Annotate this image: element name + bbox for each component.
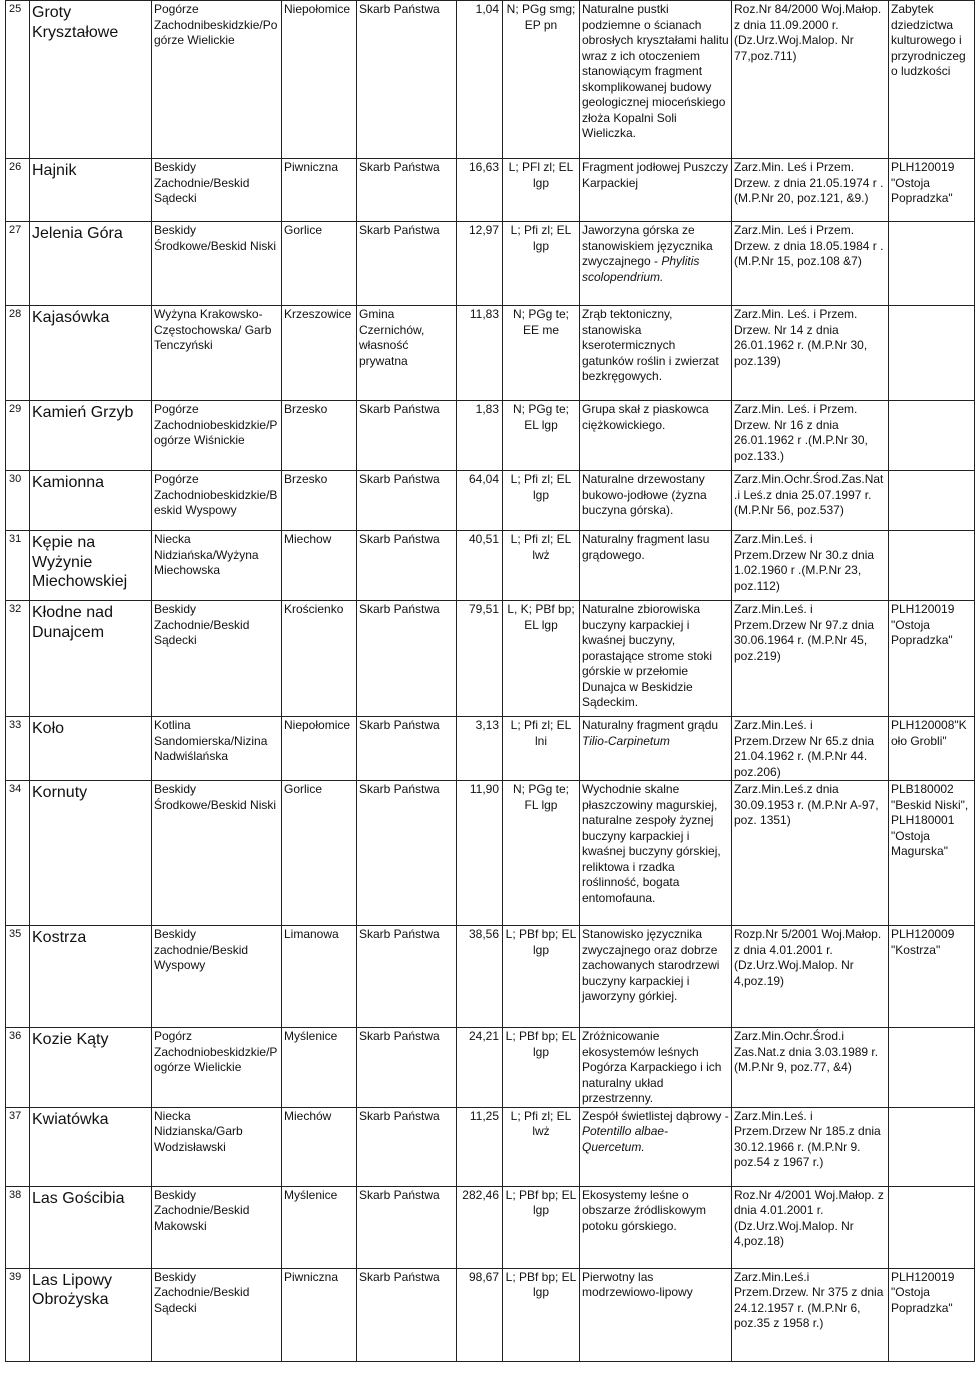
description-text: Jaworzyna górska ze stanowiskiem języcznika zwyczajnego - xyxy=(582,223,713,268)
legal-act-cell: Zarz.Min.Leś. i Przem.Drzew Nr 97.z dnia 30.06.1964 r. (M.P.Nr 45, poz.219) xyxy=(732,601,889,717)
owner-cell: Skarb Państwa xyxy=(357,1107,457,1186)
reserve-type-cell: L; Pfi zl; EL lgp xyxy=(503,471,580,531)
legal-act-cell: Zarz.Min.Leś.z dnia 30.09.1953 r. (M.P.Nr A-97, poz. 1351) xyxy=(732,781,889,926)
table-row xyxy=(6,401,975,471)
description-text: Zróżnicowanie ekosystemów leśnych Pogórza Karpackiego i ich naturalny układ przestrzenny. xyxy=(582,1029,722,1105)
reserve-name: Kamionna xyxy=(30,471,152,531)
legal-act-cell: Rozp.Nr 5/2001 Woj.Małop. z dnia 4.01.2001 r. (Dz.Urz.Woj.Malop. Nr 4,poz.19) xyxy=(732,926,889,1028)
reserve-type-cell: L; PFl zl; EL lgp xyxy=(503,159,580,222)
natura-cell: PLH120019 "Ostoja Popradzka" xyxy=(889,601,975,717)
row-number: 28 xyxy=(6,306,30,401)
reserve-name: Kozie Kąty xyxy=(30,1028,152,1108)
reserve-name: Koło xyxy=(30,717,152,781)
row-number: 38 xyxy=(6,1186,30,1268)
area-cell: 3,13 xyxy=(457,717,503,781)
owner-cell: Skarb Państwa xyxy=(357,717,457,781)
description-cell xyxy=(580,1,732,159)
description-cell xyxy=(580,1028,732,1108)
commune-cell: Piwniczna xyxy=(282,159,357,222)
region-cell: Niecka Nidzianska/Garb Wodzisławski xyxy=(152,1107,282,1186)
owner-cell: Skarb Państwa xyxy=(357,926,457,1028)
reserve-name: Las Lipowy Obrożyska xyxy=(30,1268,152,1361)
area-cell: 24,21 xyxy=(457,1028,503,1108)
legal-act-cell: Roz.Nr 4/2001 Woj.Małop. z dnia 4.01.2001 r. (Dz.Urz.Woj.Malop. Nr 4,poz.18) xyxy=(732,1186,889,1268)
natura-cell xyxy=(889,222,975,306)
description-text: Naturalne zbiorowiska buczyny karpackiej i kwaśnej buczyny, porastające strome stoki górskie w przełomie Dunajca w Beskidzie Sądeckim. xyxy=(582,602,713,709)
region-cell: Beskidy Środkowe/Beskid Niski xyxy=(152,781,282,926)
region-cell: Beskidy Zachodnie/Beskid Sądecki xyxy=(152,159,282,222)
natura-cell: PLH120019 "Ostoja Popradzka" xyxy=(889,159,975,222)
description-cell xyxy=(580,531,732,601)
reserve-type-cell: L; Pfi zl; EL lni xyxy=(503,717,580,781)
table-row xyxy=(6,1,975,159)
reserve-type-cell: L; PBf bp; EL lgp xyxy=(503,1028,580,1108)
commune-cell: Niepołomice xyxy=(282,1,357,159)
species-latin-name: Phylitis scolopendrium. xyxy=(582,254,700,284)
description-cell xyxy=(580,1268,732,1361)
description-cell xyxy=(580,401,732,471)
description-cell xyxy=(580,601,732,717)
area-cell: 11,83 xyxy=(457,306,503,401)
reserve-type-cell: L; Pfi zl; EL lgp xyxy=(503,222,580,306)
natura-cell xyxy=(889,1028,975,1108)
area-cell: 282,46 xyxy=(457,1186,503,1268)
natura-cell xyxy=(889,1186,975,1268)
commune-cell: Gorlice xyxy=(282,781,357,926)
area-cell: 11,25 xyxy=(457,1107,503,1186)
description-cell xyxy=(580,717,732,781)
reserve-name: Jelenia Góra xyxy=(30,222,152,306)
owner-cell: Skarb Państwa xyxy=(357,1028,457,1108)
area-cell: 40,51 xyxy=(457,531,503,601)
row-number: 31 xyxy=(6,531,30,601)
region-cell: Pogórze Zachodniobeskidzkie/Pogórze Wiśnickie xyxy=(152,401,282,471)
reserve-type-cell: L; PBf bp; EL lgp xyxy=(503,926,580,1028)
owner-cell: Skarb Państwa xyxy=(357,222,457,306)
commune-cell: Brzesko xyxy=(282,401,357,471)
region-cell: Beskidy Zachodnie/Beskid Sądecki xyxy=(152,1268,282,1361)
reserve-name: Kostrza xyxy=(30,926,152,1028)
natura-cell: PLB180002 "Beskid Niski", PLH180001 "Ostoja Magurska" xyxy=(889,781,975,926)
description-cell xyxy=(580,1107,732,1186)
row-number: 39 xyxy=(6,1268,30,1361)
commune-cell: Miechów xyxy=(282,1107,357,1186)
owner-cell: Skarb Państwa xyxy=(357,1,457,159)
reserve-type-cell: N; PGg te; EE me xyxy=(503,306,580,401)
owner-cell: Skarb Państwa xyxy=(357,401,457,471)
commune-cell: Krościenko xyxy=(282,601,357,717)
table-row xyxy=(6,1268,975,1361)
reserve-name: Kępie na Wyżynie Miechowskiej xyxy=(30,531,152,601)
natura-cell xyxy=(889,306,975,401)
area-cell: 64,04 xyxy=(457,471,503,531)
reserve-name: Hajnik xyxy=(30,159,152,222)
reserve-type-cell: L; Pfi zl; EL lwż xyxy=(503,1107,580,1186)
commune-cell: Gorlice xyxy=(282,222,357,306)
legal-act-cell: Zarz.Min. Leś i Przem. Drzew. z dnia 18.05.1984 r .(M.P.Nr 15, poz.108 &7) xyxy=(732,222,889,306)
table-row xyxy=(6,531,975,601)
legal-act-cell: Zarz.Min. Leś. i Przem. Drzew. Nr 14 z dnia 26.01.1962 r. (M.P.Nr 30, poz.139) xyxy=(732,306,889,401)
description-text: Ekosystemy leśne o obszarze źródliskowym potoku górskiego. xyxy=(582,1187,707,1233)
description-text: Zrąb tektoniczny, stanowiska kserotermicznych gatunków roślin i zwierzat bezkręgowych. xyxy=(582,307,719,383)
description-cell xyxy=(580,306,732,401)
natura-cell xyxy=(889,1107,975,1186)
reserve-type-cell: N; PGg te; FL lgp xyxy=(503,781,580,926)
natura-cell xyxy=(889,401,975,471)
region-cell: Pogórze Zachodnibeskidzkie/Pogórze Wielickie xyxy=(152,1,282,159)
region-cell: Beskidy Zachodnie/Beskid Makowski xyxy=(152,1186,282,1268)
reserve-type-cell: L; Pfi zl; EL lwż xyxy=(503,531,580,601)
commune-cell: Limanowa xyxy=(282,926,357,1028)
region-cell: Kotlina Sandomierska/Nizina Nadwiślańska xyxy=(152,717,282,781)
area-cell: 12,97 xyxy=(457,222,503,306)
table-row xyxy=(6,222,975,306)
row-number: 26 xyxy=(6,159,30,222)
legal-act-cell: Zarz.Min.Ochr.Środ.Zas.Nat.i Leś.z dnia 25.07.1997 r. (M.P.Nr 56, poz.537) xyxy=(732,471,889,531)
table-row xyxy=(6,159,975,222)
owner-cell: Skarb Państwa xyxy=(357,781,457,926)
description-text: Naturalne pustki podziemne o ścianach obrosłych kryształami halitu wraz z ich otoczeniem stanowiącym fragment skomplikowanej budowy geologicznej mioceńskiego złoża Kopalni Soli Wieliczka. xyxy=(582,2,729,140)
description-text: Wychodnie skalne płaszczowiny magurskiej, naturalne zespoły żyznej buczyny karpackiej i kwaśnej buczyny górskiej, reliktowa i rzadka roślinność, bogata entomofauna. xyxy=(582,782,721,905)
reserve-type-cell: N; PGg te; EL lgp xyxy=(503,401,580,471)
region-cell: Wyżyna Krakowsko-Częstochowska/ Garb Tenczyński xyxy=(152,306,282,401)
table-row xyxy=(6,781,975,926)
description-text: Stanowisko języcznika zwyczajnego oraz dobrze zachowanych starodrzewi buczyny karpackiej i jaworzyny górkiej. xyxy=(582,927,720,1003)
reserve-type-cell: L; PBf bp; EL lgp xyxy=(503,1186,580,1268)
area-cell: 98,67 xyxy=(457,1268,503,1361)
owner-cell: Skarb Państwa xyxy=(357,1268,457,1361)
row-number: 30 xyxy=(6,471,30,531)
table-row xyxy=(6,601,975,717)
description-text: Fragment jodłowej Puszczy Karpackiej xyxy=(582,160,729,190)
legal-act-cell: Zarz.Min.Leś.i Przem.Drzew. Nr 375 z dnia 24.12.1957 r. (M.P.Nr 6, poz.35 z 1958 r.) xyxy=(732,1268,889,1361)
description-text: Naturalne drzewostany bukowo-jodłowe (żyzna buczyna górska). xyxy=(582,472,707,517)
owner-cell: Skarb Państwa xyxy=(357,159,457,222)
row-number: 29 xyxy=(6,401,30,471)
description-cell xyxy=(580,159,732,222)
description-text: Pierwotny las modrzewiowo-lipowy xyxy=(582,1269,693,1299)
species-latin-name: Tilio-Carpinetum xyxy=(582,733,670,748)
table-row xyxy=(6,471,975,531)
row-number: 34 xyxy=(6,781,30,926)
legal-act-cell: Zarz.Min.Ochr.Środ.i Zas.Nat.z dnia 3.03.1989 r. (M.P.Nr 9, poz.77, &4) xyxy=(732,1028,889,1108)
owner-cell: Skarb Państwa xyxy=(357,471,457,531)
table-row xyxy=(6,717,975,781)
area-cell: 11,90 xyxy=(457,781,503,926)
natura-cell: PLH120008"Koło Grobli" xyxy=(889,717,975,781)
description-text: Zespół świetlistej dąbrowy - xyxy=(582,1108,729,1123)
description-text: Naturalny fragment lasu grądowego. xyxy=(582,532,710,562)
legal-act-cell: Zarz.Min.Leś. i Przem.Drzew Nr 185.z dnia 30.12.1966 r. (M.P.Nr 9. poz.54 z 1967 r.) xyxy=(732,1107,889,1186)
area-cell: 1,04 xyxy=(457,1,503,159)
legal-act-cell: Zarz.Min.Leś. i Przem.Drzew Nr 65.z dnia 21.04.1962 r. (M.P.Nr 44. poz.206) xyxy=(732,717,889,781)
description-cell xyxy=(580,781,732,926)
commune-cell: Krzeszowice xyxy=(282,306,357,401)
area-cell: 79,51 xyxy=(457,601,503,717)
description-text: Grupa skał z piaskowca ciężkowickiego. xyxy=(582,402,709,432)
description-cell xyxy=(580,926,732,1028)
region-cell: Pogórze Zachodniobeskidzkie/Beskid Wyspowy xyxy=(152,471,282,531)
description-cell xyxy=(580,1186,732,1268)
commune-cell: Niepołomice xyxy=(282,717,357,781)
area-cell: 16,63 xyxy=(457,159,503,222)
table-row xyxy=(6,1107,975,1186)
reserve-type-cell: N; PGg smg; EP pn xyxy=(503,1,580,159)
table-row xyxy=(6,926,975,1028)
row-number: 25 xyxy=(6,1,30,159)
table-row xyxy=(6,1186,975,1268)
owner-cell: Skarb Państwa xyxy=(357,601,457,717)
legal-act-cell: Zarz.Min. Leś. i Przem. Drzew. Nr 16 z dnia 26.01.1962 r .(M.P.Nr 30, poz.133.) xyxy=(732,401,889,471)
row-number: 37 xyxy=(6,1107,30,1186)
commune-cell: Myślenice xyxy=(282,1186,357,1268)
reserve-name: Kajasówka xyxy=(30,306,152,401)
legal-act-cell: Zarz.Min. Leś i Przem. Drzew. z dnia 21.05.1974 r .(M.P.Nr 20, poz.121, &9.) xyxy=(732,159,889,222)
reserve-name: Kamień Grzyb xyxy=(30,401,152,471)
reserve-type-cell: L; PBf bp; EL lgp xyxy=(503,1268,580,1361)
region-cell: Beskidy Środkowe/Beskid Niski xyxy=(152,222,282,306)
region-cell: Beskidy Zachodnie/Beskid Sądecki xyxy=(152,601,282,717)
row-number: 36 xyxy=(6,1028,30,1108)
reserve-name: Groty Kryształowe xyxy=(30,1,152,159)
owner-cell: Skarb Państwa xyxy=(357,1186,457,1268)
reserve-name: Kłodne nad Dunajcem xyxy=(30,601,152,717)
reserve-name: Kornuty xyxy=(30,781,152,926)
table-row xyxy=(6,306,975,401)
region-cell: Pogórz Zachodniobeskidzkie/Pogórze Wielickie xyxy=(152,1028,282,1108)
reserve-type-cell: L, K; PBf bp; EL lgp xyxy=(503,601,580,717)
row-number: 27 xyxy=(6,222,30,306)
natura-cell: PLH120009 "Kostrza" xyxy=(889,926,975,1028)
commune-cell: Piwniczna xyxy=(282,1268,357,1361)
table-body xyxy=(6,1,975,1362)
table-row xyxy=(6,1028,975,1108)
owner-cell: Skarb Państwa xyxy=(357,531,457,601)
description-cell xyxy=(580,471,732,531)
area-cell: 38,56 xyxy=(457,926,503,1028)
commune-cell: Miechow xyxy=(282,531,357,601)
region-cell: Beskidy zachodnie/Beskid Wyspowy xyxy=(152,926,282,1028)
natura-cell: Zabytek dziedzictwa kulturowego i przyrodniczego ludzkości xyxy=(889,1,975,159)
legal-act-cell: Zarz.Min.Leś. i Przem.Drzew Nr 30.z dnia 1.02.1960 r .(M.P.Nr 23, poz.112) xyxy=(732,531,889,601)
owner-cell: Gmina Czernichów, własność prywatna xyxy=(357,306,457,401)
description-text: Naturalny fragment grądu xyxy=(582,718,719,732)
natura-cell: PLH120019 "Ostoja Popradzka" xyxy=(889,1268,975,1361)
region-cell: Niecka Nidziańska/Wyżyna Miechowska xyxy=(152,531,282,601)
row-number: 32 xyxy=(6,601,30,717)
commune-cell: Brzesko xyxy=(282,471,357,531)
commune-cell: Myślenice xyxy=(282,1028,357,1108)
row-number: 35 xyxy=(6,926,30,1028)
description-cell xyxy=(580,222,732,306)
natura-cell xyxy=(889,471,975,531)
area-cell: 1,83 xyxy=(457,401,503,471)
species-latin-name: Potentillo albae-Quercetum. xyxy=(582,1124,669,1154)
reserve-name: Las Gościbia xyxy=(30,1186,152,1268)
natura-cell xyxy=(889,531,975,601)
reserve-name: Kwiatówka xyxy=(30,1107,152,1186)
row-number: 33 xyxy=(6,717,30,781)
reserves-table xyxy=(5,0,975,1362)
legal-act-cell: Roz.Nr 84/2000 Woj.Małop. z dnia 11.09.2000 r. (Dz.Urz.Woj.Malop. Nr 77,poz.711) xyxy=(732,1,889,159)
